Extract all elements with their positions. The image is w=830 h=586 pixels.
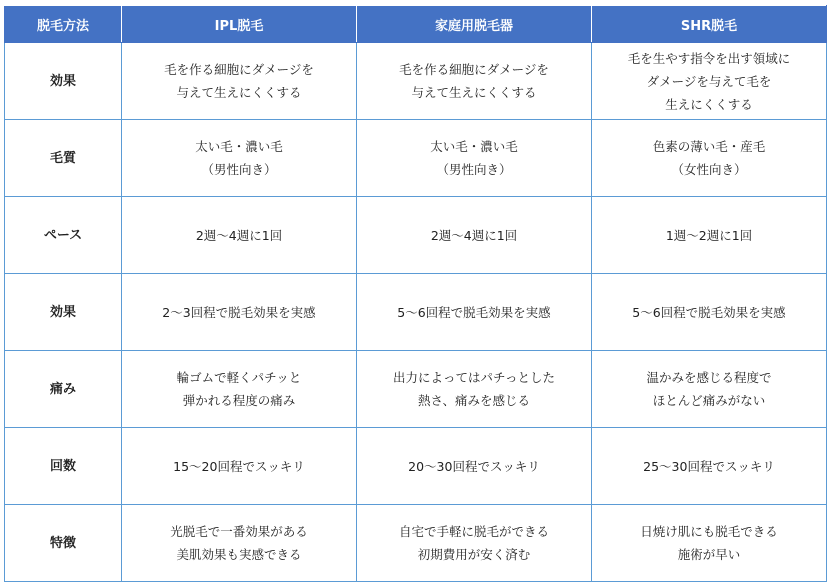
cell-text-line: 毛を作る細胞にダメージを [399, 62, 549, 77]
header-shr: SHR脱毛 [592, 6, 827, 43]
header-row [5, 6, 827, 43]
cell-text-line: 美肌効果も実感できる [176, 547, 302, 562]
cell-ipl [122, 197, 357, 274]
table-row [5, 197, 827, 274]
row-label: 効果 [5, 43, 122, 120]
table-body [5, 43, 827, 582]
cell-text-line: 自宅で手軽に脱毛ができる [398, 524, 549, 539]
cell-ipl [122, 274, 357, 351]
cell-text-line: 与えて生えにくくする [176, 85, 302, 100]
table-row [5, 428, 827, 505]
cell-ipl [122, 120, 357, 197]
row-label: 効果 [5, 274, 122, 351]
cell-home-device [357, 274, 592, 351]
cell-shr [592, 197, 827, 274]
header-home-device: 家庭用脱毛器 [357, 6, 592, 43]
cell-text-line: 太い毛・濃い毛 [430, 139, 518, 154]
cell-text-line: 出力によってはパチっとした [392, 370, 555, 385]
cell-shr [592, 428, 827, 505]
header-ipl: IPL脱毛 [122, 6, 357, 43]
cell-home-device [357, 197, 592, 274]
table-row [5, 43, 827, 120]
cell-ipl [122, 351, 357, 428]
cell-text-line: 2〜3回程で脱毛効果を実感 [162, 304, 316, 320]
cell-ipl [122, 43, 357, 120]
cell-text-line: 15〜20回程でスッキリ [173, 458, 305, 474]
cell-home-device [357, 428, 592, 505]
cell-shr [592, 120, 827, 197]
cell-text-line: 熱さ、痛みを感じる [417, 393, 530, 408]
cell-text-line: 2週〜4週に1回 [430, 227, 518, 243]
cell-text-line: 与えて生えにくくする [411, 85, 537, 100]
comparison-table [4, 5, 827, 582]
table-row [5, 351, 827, 428]
header-method: 脱毛方法 [5, 6, 122, 43]
cell-text-line: 輪ゴムで軽くパチッと [176, 370, 302, 385]
cell-text-line: 施術が早い [677, 547, 741, 562]
cell-home-device [357, 120, 592, 197]
row-label: 回数 [5, 428, 122, 505]
cell-home-device [357, 505, 592, 582]
cell-text-line: 5〜6回程で脱毛効果を実感 [632, 304, 786, 320]
cell-shr [592, 274, 827, 351]
cell-text-line: 5〜6回程で脱毛効果を実感 [397, 304, 551, 320]
cell-text-line: （男性向き） [201, 162, 277, 177]
cell-text-line: ダメージを与えて毛を [646, 73, 772, 89]
cell-text-line: 色素の薄い毛・産毛 [652, 139, 766, 154]
row-label: ペース [5, 197, 122, 274]
table-row [5, 505, 827, 582]
cell-text-line: 20〜30回程でスッキリ [408, 458, 540, 474]
cell-text-line: 生えにくくする [665, 96, 753, 112]
table-row [5, 274, 827, 351]
cell-text-line: 温かみを感じる程度で [646, 370, 772, 385]
cell-shr [592, 505, 827, 582]
cell-text-line: 25〜30回程でスッキリ [643, 458, 775, 474]
cell-text-line: ほとんど痛みがない [652, 393, 766, 408]
cell-text-line: 毛を生やす指令を出す領域に [627, 50, 791, 66]
cell-text-line: 1週〜2週に1回 [665, 227, 753, 243]
cell-shr [592, 351, 827, 428]
cell-text-line: 2週〜4週に1回 [195, 227, 283, 243]
table-row [5, 120, 827, 197]
cell-text-line: 弾かれる程度の痛み [182, 393, 296, 408]
cell-text-line: 初期費用が安く済む [417, 547, 531, 562]
cell-text-line: （女性向き） [671, 162, 747, 177]
cell-ipl [122, 428, 357, 505]
cell-text-line: （男性向き） [436, 162, 512, 177]
row-label: 特徴 [5, 505, 122, 582]
cell-text-line: 毛を作る細胞にダメージを [164, 62, 314, 77]
cell-text-line: 日焼け肌にも脱毛できる [640, 524, 778, 539]
row-label: 毛質 [5, 120, 122, 197]
cell-text-line: 光脱毛で一番効果がある [170, 524, 308, 539]
cell-shr [592, 43, 827, 120]
cell-ipl [122, 505, 357, 582]
cell-text-line: 太い毛・濃い毛 [195, 139, 283, 154]
cell-home-device [357, 43, 592, 120]
cell-home-device [357, 351, 592, 428]
row-label: 痛み [5, 351, 122, 428]
